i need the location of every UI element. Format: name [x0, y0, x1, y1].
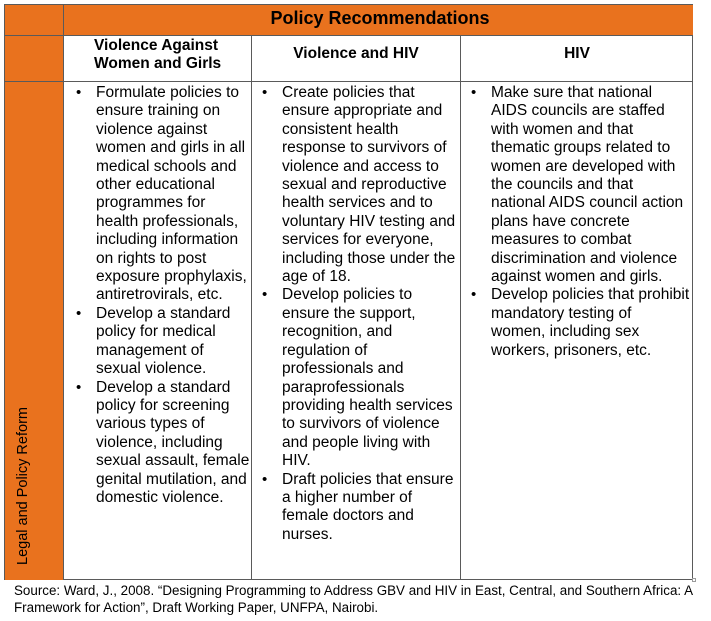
list-item: • Formulate policies to ensure training on violence against women and girls in all medical schools and other educational programmes for health professionals, including information on rights to post exposure prophylaxis, antiretrovirals, etc. [67, 84, 251, 305]
list-item: • Create policies that ensure appropriate and consistent health response to survivors of violence and access to sexual and reproductive health services and to voluntary HIV testing and services for everyone, including those under the age of 18. [253, 84, 458, 286]
column-heading-vawg [94, 35, 244, 83]
list-item: • Draft policies that ensure a higher number of female doctors and nurses. [253, 471, 458, 545]
column-heading-hiv [461, 35, 693, 91]
list-item: • Develop a standard policy for screening various types of violence, including sexual assault, female genital mutilation, and domestic violence. [67, 379, 251, 508]
row-label-fill [5, 5, 63, 580]
row-label: Legal and Policy Reform [15, 407, 31, 565]
policy-table [4, 4, 693, 580]
grid-line [460, 35, 461, 580]
list-item: • Develop a standard policy for medical management of sexual violence. [67, 305, 251, 379]
column-heading-line: Violence and HIV [293, 45, 419, 62]
list-item: • Develop policies to ensure the support, recognition, and regulation of professionals and paraprofessionals providing health services to survivors of violence and people living with HIV. [253, 286, 458, 470]
column-heading-violence-hiv [252, 35, 460, 91]
bullet-list-violence-hiv [253, 84, 458, 544]
bullet-list-hiv [462, 84, 690, 360]
column-heading-line: HIV [564, 45, 590, 62]
column-heading-line: Women and Girls [94, 55, 222, 72]
bullet-list-vawg [67, 84, 251, 507]
list-item: • Make sure that national AIDS councils are staffed with women and that thematic groups related to women are developed with the councils and that national AIDS council action plans have concrete measures to combat discrimination and violence against women and girls. [462, 84, 690, 286]
grid-line [251, 35, 252, 580]
table-title: Policy Recommendations [270, 8, 490, 28]
source-citation: Source: Ward, J., 2008. “Designing Programming to Address GBV and HIV in East, Central, and Southern Africa: A Framework for Action”, Draft Working Paper, UNFPA, Nairobi. [14, 583, 693, 615]
grid-line [63, 5, 64, 580]
column-heading-line: Violence Against [94, 37, 219, 54]
list-item: • Develop policies that prohibit mandatory testing of women, including sex workers, prisoners, etc. [462, 286, 690, 360]
